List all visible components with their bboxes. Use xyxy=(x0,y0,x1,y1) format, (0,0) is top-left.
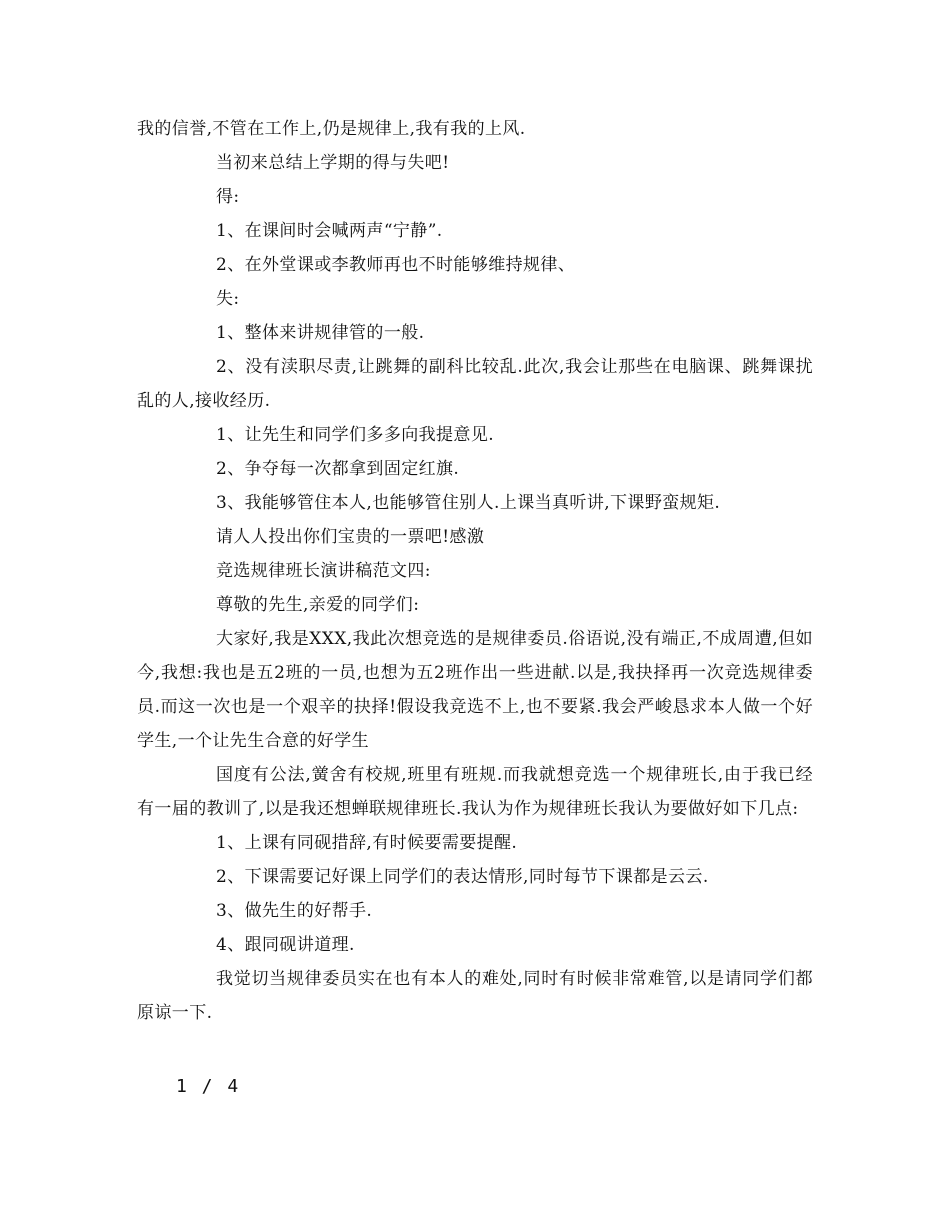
list-item-duty-1: 1、上课有同砚措辞,有时候要需要提醒. xyxy=(216,833,518,853)
paragraph-closing: 我觉切当规律委员实在也有本人的难处,同时有时候非常难管,以是请同学们都原谅一下. xyxy=(137,969,813,1023)
paragraph-vote-request: 请人人投出你们宝贵的一票吧!感激 xyxy=(216,527,485,547)
list-item-plan-3: 3、我能够管住本人,也能够管住别人.上课当真听讲,下课野蛮规矩. xyxy=(216,493,721,513)
list-item-plan-2: 2、争夺每一次都拿到固定红旗. xyxy=(216,459,460,479)
page-number: 1 / 4 xyxy=(176,1076,241,1097)
list-item-plan-1: 1、让先生和同学们多多向我提意见. xyxy=(216,425,495,445)
list-item-gain-1: 1、在课间时会喊两声“宁静”. xyxy=(216,221,443,241)
list-item-loss-2: 2、没有渎职尽责,让跳舞的副科比较乱.此次,我会让那些在电脑课、跳舞课扰乱的人,接收经历. xyxy=(137,357,813,411)
list-item-gain-2: 2、在外堂课或李教师再也不时能够维持规律、 xyxy=(216,255,576,275)
paragraph-summary-intro: 当初来总结上学期的得与失吧! xyxy=(216,153,450,173)
list-item-duty-3: 3、做先生的好帮手. xyxy=(216,901,373,921)
paragraph-rules: 国度有公法,黉舍有校规,班里有班规.而我就想竞选一个规律班长,由于我已经有一届的教训了,以是我还想蝉联规律班长.我认为作为规律班长我认为要做好如下几点: xyxy=(137,765,813,819)
paragraph-introduction: 大家好,我是XXX,我此次想竞选的是规律委员.俗语说,没有端正,不成周遭,但如今,我想:我也是五2班的一员,也想为五2班作出一些进献.以是,我抉择再一次竞选规律委员.而这一次也是一个艰辛的抉择!假设我竞选不上,也不要紧.我会严峻恳求本人做一个好学生,一个让先生合意的好学生 xyxy=(137,629,813,751)
paragraph-losses-heading: 失: xyxy=(216,289,240,309)
paragraph-gains-heading: 得: xyxy=(216,187,240,207)
section-heading: 竞选规律班长演讲稿范文四: xyxy=(216,561,431,581)
list-item-duty-2: 2、下课需要记好课上同学们的表达情形,同时每节下课都是云云. xyxy=(216,867,709,887)
list-item-loss-1: 1、整体来讲规律管的一般. xyxy=(216,323,425,343)
list-item-duty-4: 4、跟同砚讲道理. xyxy=(216,935,355,955)
paragraph-continued: 我的信誉,不管在工作上,仍是规律上,我有我的上风. xyxy=(137,119,526,139)
paragraph-greeting: 尊敬的先生,亲爱的同学们: xyxy=(216,595,420,615)
document-body xyxy=(137,112,813,1030)
